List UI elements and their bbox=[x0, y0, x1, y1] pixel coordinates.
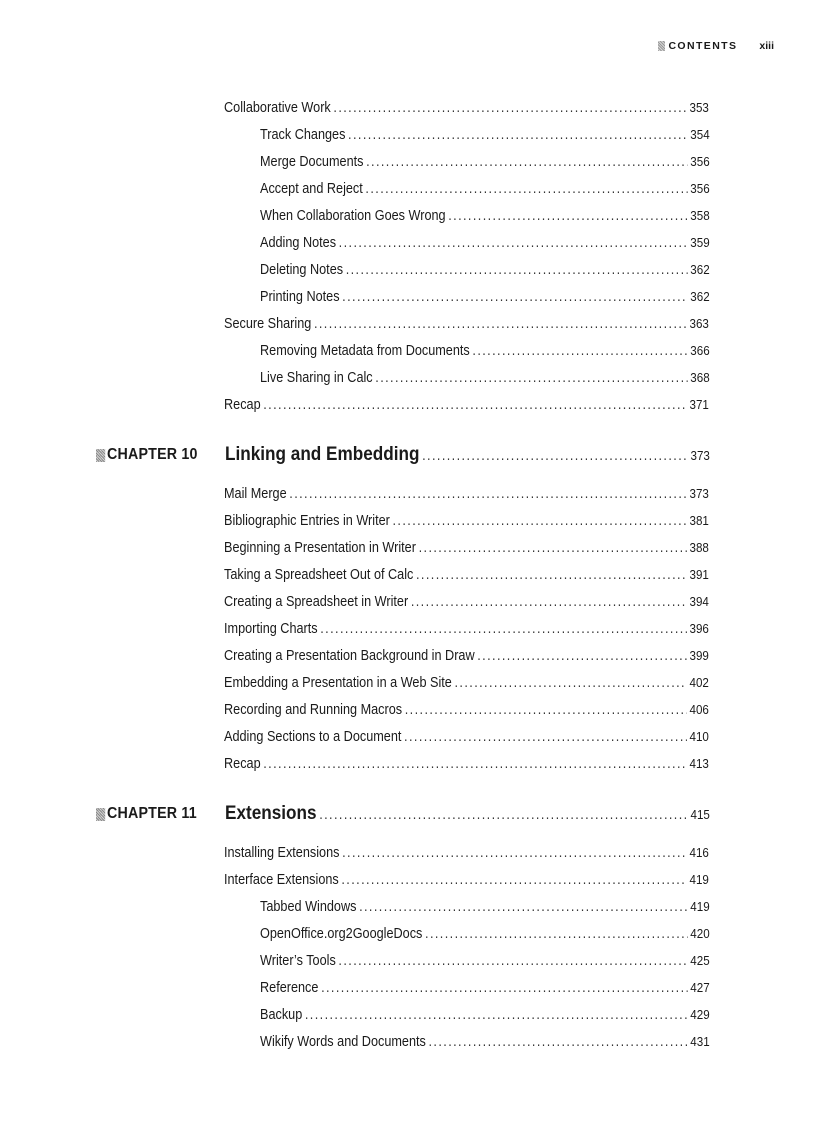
toc-subentry[interactable] bbox=[260, 180, 710, 198]
chapter-11-label bbox=[96, 805, 197, 823]
section-header bbox=[658, 40, 737, 52]
toc-entry-page: 419 bbox=[690, 899, 710, 914]
toc-entry-title: Adding Sections to a Document bbox=[224, 729, 402, 745]
toc-entry-page: 359 bbox=[690, 235, 710, 250]
toc-entry[interactable] bbox=[224, 485, 709, 503]
toc-entry-title: Backup bbox=[260, 1007, 303, 1023]
toc-entry-title: Recap bbox=[224, 756, 261, 772]
section-label: CONTENTS bbox=[668, 40, 738, 52]
toc-entry-title: Removing Metadata from Documents bbox=[260, 343, 470, 359]
dot-leader bbox=[333, 99, 686, 117]
toc-entry-page: 431 bbox=[690, 1034, 710, 1049]
toc-entry-title: Live Sharing in Calc bbox=[260, 370, 373, 386]
dot-leader bbox=[375, 369, 687, 387]
toc-subentry[interactable] bbox=[260, 952, 710, 970]
dot-leader bbox=[319, 804, 688, 826]
toc-entry-title: When Collaboration Goes Wrong bbox=[260, 208, 446, 224]
dot-leader bbox=[422, 445, 688, 467]
chapter-10-label bbox=[96, 446, 198, 464]
dot-leader bbox=[366, 153, 688, 171]
dot-leader bbox=[339, 234, 688, 252]
toc-subentry[interactable] bbox=[260, 979, 710, 997]
toc-subentry[interactable] bbox=[260, 234, 710, 252]
dot-leader bbox=[425, 925, 688, 943]
toc-entry-title: Recap bbox=[224, 397, 261, 413]
toc-subentry[interactable] bbox=[260, 153, 710, 171]
toc-entry-title: Installing Extensions bbox=[224, 845, 340, 861]
dot-leader bbox=[289, 485, 687, 503]
toc-entry-page: 416 bbox=[689, 845, 709, 860]
dot-leader bbox=[342, 844, 687, 862]
toc-entry-title: Tabbed Windows bbox=[260, 899, 357, 915]
toc-entry-title: Beginning a Presentation in Writer bbox=[224, 540, 416, 556]
toc-entry-page: 363 bbox=[689, 316, 709, 331]
chapter-11-heading[interactable] bbox=[225, 802, 710, 826]
dot-leader bbox=[346, 261, 688, 279]
toc-entry-title: Secure Sharing bbox=[224, 316, 312, 332]
toc-entry-page: 353 bbox=[689, 100, 709, 115]
toc-entry[interactable] bbox=[224, 844, 709, 862]
chapter-number: CHAPTER 10 bbox=[107, 446, 198, 463]
toc-entry[interactable] bbox=[224, 701, 709, 719]
toc-entry-title: Wikify Words and Documents bbox=[260, 1034, 426, 1050]
dot-leader bbox=[393, 512, 687, 530]
dot-leader bbox=[341, 871, 686, 889]
dot-leader bbox=[416, 566, 687, 584]
toc-entry-title: Deleting Notes bbox=[260, 262, 344, 278]
toc-entry[interactable] bbox=[224, 620, 709, 638]
chapter-page: 415 bbox=[690, 807, 710, 822]
toc-entry[interactable] bbox=[224, 647, 709, 665]
chapter-page: 373 bbox=[690, 448, 710, 463]
dot-leader bbox=[472, 342, 687, 360]
gray-marker-icon bbox=[658, 41, 665, 51]
toc-entry-page: 366 bbox=[690, 343, 710, 358]
dot-leader bbox=[448, 207, 687, 225]
toc-entry[interactable] bbox=[224, 512, 709, 530]
dot-leader bbox=[321, 979, 688, 997]
dot-leader bbox=[411, 593, 687, 611]
chapter-10-heading[interactable] bbox=[225, 443, 710, 467]
toc-entry[interactable] bbox=[224, 396, 709, 414]
dot-leader bbox=[359, 898, 688, 916]
toc-entry-title: Importing Charts bbox=[224, 621, 318, 637]
toc-entry-title: OpenOffice.org2GoogleDocs bbox=[260, 926, 423, 942]
toc-entry-page: 356 bbox=[690, 181, 710, 196]
toc-subentry[interactable] bbox=[260, 126, 710, 144]
toc-entry-page: 399 bbox=[689, 648, 709, 663]
page-number: xiii bbox=[759, 40, 774, 52]
toc-entry-page: 402 bbox=[689, 675, 709, 690]
toc-entry[interactable] bbox=[224, 871, 709, 889]
toc-entry-page: 396 bbox=[689, 621, 709, 636]
toc-subentry[interactable] bbox=[260, 898, 710, 916]
toc-entry-page: 425 bbox=[690, 953, 710, 968]
dot-leader bbox=[477, 647, 687, 665]
toc-entry-title: Mail Merge bbox=[224, 486, 287, 502]
dot-leader bbox=[365, 180, 687, 198]
dot-leader bbox=[405, 701, 687, 719]
toc-entry-page: 420 bbox=[690, 926, 710, 941]
toc-entry-title: Reference bbox=[260, 980, 319, 996]
toc-entry-page: 406 bbox=[689, 702, 709, 717]
dot-leader bbox=[342, 288, 687, 306]
toc-entry-page: 358 bbox=[690, 208, 710, 223]
toc-entry[interactable] bbox=[224, 566, 709, 584]
dot-leader bbox=[314, 315, 687, 333]
toc-entry-page: 388 bbox=[689, 540, 709, 555]
toc-subentry[interactable] bbox=[260, 925, 710, 943]
toc-entry-title: Taking a Spreadsheet Out of Calc bbox=[224, 567, 414, 583]
dot-leader bbox=[419, 539, 687, 557]
toc-entry-title: Recording and Running Macros bbox=[224, 702, 403, 718]
dot-leader bbox=[429, 1033, 688, 1051]
toc-entry-title: Accept and Reject bbox=[260, 181, 363, 197]
toc-entry[interactable] bbox=[224, 539, 709, 557]
toc-entry-title: Writer’s Tools bbox=[260, 953, 336, 969]
toc-entry-page: 371 bbox=[689, 397, 709, 412]
running-head bbox=[658, 40, 774, 52]
toc-entry-page: 391 bbox=[689, 567, 709, 582]
toc-entry-page: 381 bbox=[689, 513, 709, 528]
dot-leader bbox=[263, 755, 687, 773]
toc-entry-page: 429 bbox=[690, 1007, 710, 1022]
toc-entry-title: Merge Documents bbox=[260, 154, 364, 170]
chapter-number: CHAPTER 11 bbox=[107, 805, 197, 822]
toc-entry-title: Creating a Spreadsheet in Writer bbox=[224, 594, 409, 610]
toc-entry[interactable] bbox=[224, 728, 709, 746]
toc-entry[interactable] bbox=[224, 593, 709, 611]
dot-leader bbox=[320, 620, 687, 638]
toc-entry-title: Printing Notes bbox=[260, 289, 340, 305]
toc-entry-page: 410 bbox=[689, 729, 709, 744]
dot-leader bbox=[338, 952, 687, 970]
chapter-title: Linking and Embedding bbox=[225, 443, 420, 465]
dot-leader bbox=[305, 1006, 688, 1024]
toc-entry-page: 394 bbox=[689, 594, 709, 609]
toc-entry-page: 356 bbox=[690, 154, 710, 169]
toc-subentry[interactable] bbox=[260, 261, 710, 279]
toc-entry-page: 362 bbox=[690, 289, 710, 304]
dot-leader bbox=[263, 396, 687, 414]
toc-entry-page: 373 bbox=[689, 486, 709, 501]
toc-subentry[interactable] bbox=[260, 288, 710, 306]
toc-entry-title: Creating a Presentation Background in Draw bbox=[224, 648, 475, 664]
toc-entry-title: Embedding a Presentation in a Web Site bbox=[224, 675, 452, 691]
toc-subentry[interactable] bbox=[260, 342, 710, 360]
toc-entry[interactable] bbox=[224, 674, 709, 692]
toc-entry-page: 354 bbox=[690, 127, 710, 142]
toc-entry-title: Interface Extensions bbox=[224, 872, 339, 888]
toc-entry-title: Collaborative Work bbox=[224, 100, 331, 116]
toc-entry-page: 419 bbox=[689, 872, 709, 887]
toc-entry[interactable] bbox=[224, 99, 709, 117]
toc-entry[interactable] bbox=[224, 315, 709, 333]
toc-entry-title: Adding Notes bbox=[260, 235, 337, 251]
toc-entry[interactable] bbox=[224, 755, 709, 773]
dot-leader bbox=[404, 728, 687, 746]
chapter-title: Extensions bbox=[225, 802, 317, 824]
toc-entry-title: Bibliographic Entries in Writer bbox=[224, 513, 390, 529]
toc-subentry[interactable] bbox=[260, 369, 710, 387]
toc-entry-page: 413 bbox=[689, 756, 709, 771]
toc-subentry[interactable] bbox=[260, 1033, 710, 1051]
gray-marker-icon bbox=[96, 808, 105, 821]
toc-entry-page: 362 bbox=[690, 262, 710, 277]
toc-subentry[interactable] bbox=[260, 1006, 710, 1024]
gray-marker-icon bbox=[96, 449, 105, 462]
dot-leader bbox=[348, 126, 688, 144]
dot-leader bbox=[455, 674, 687, 692]
toc-subentry[interactable] bbox=[260, 207, 710, 225]
toc-entry-page: 368 bbox=[690, 370, 710, 385]
toc-entry-title: Track Changes bbox=[260, 127, 346, 143]
toc-entry-page: 427 bbox=[690, 980, 710, 995]
